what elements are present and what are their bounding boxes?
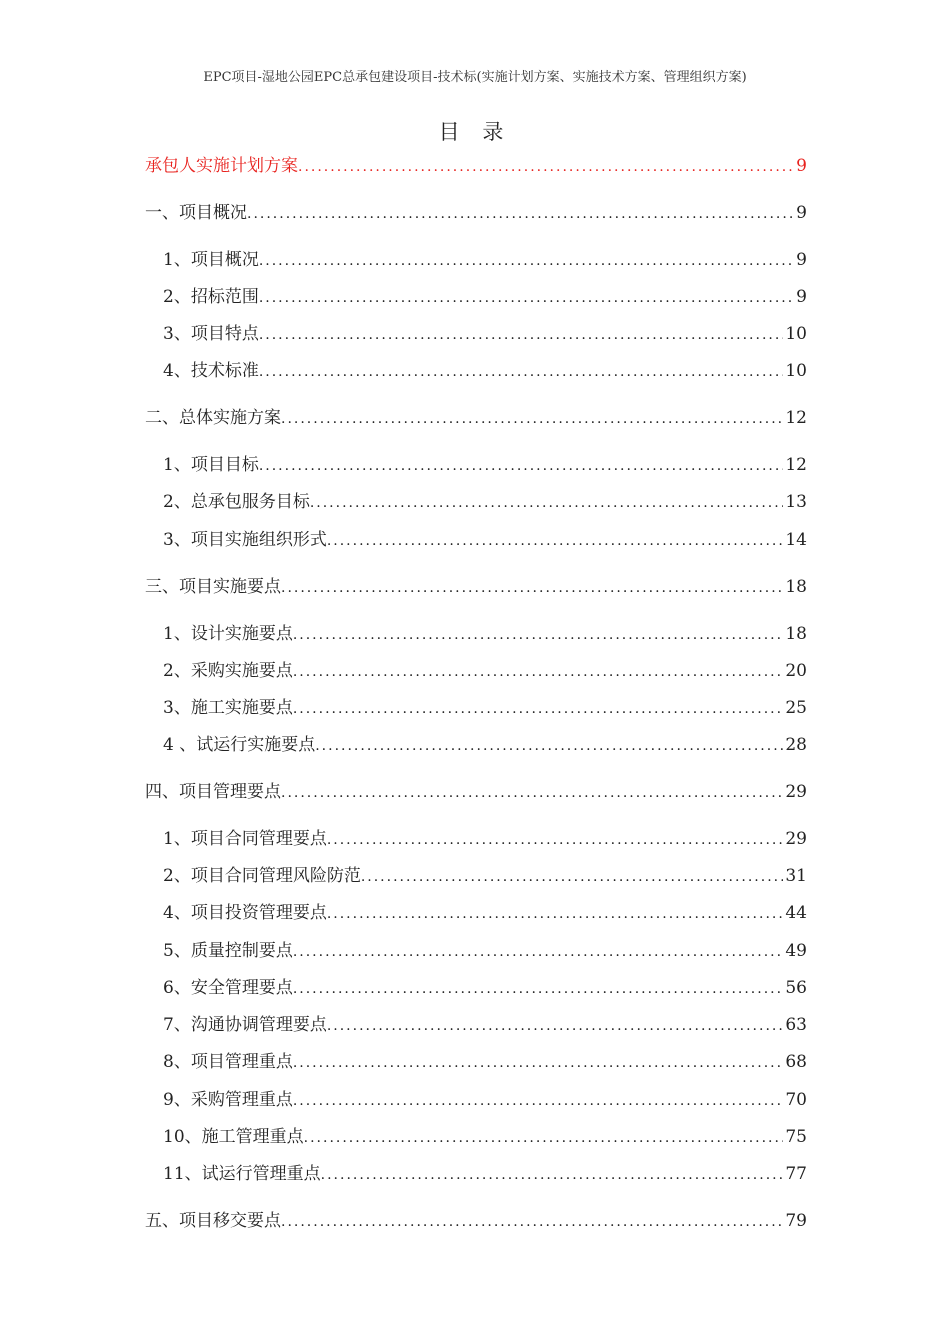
toc-label: 3、项目特点	[163, 324, 259, 344]
toc-leader	[293, 1051, 784, 1075]
toc-entry-section-5[interactable]	[145, 1209, 807, 1233]
toc-title: 目 录	[438, 120, 512, 144]
toc-page-number: 18	[785, 624, 807, 644]
toc-label: 4 、试运行实施要点	[163, 735, 316, 755]
toc-entry-section-2[interactable]	[145, 406, 807, 430]
toc-entry-section-4[interactable]	[145, 780, 807, 804]
toc-label: 9、采购管理重点	[163, 1090, 293, 1110]
toc-page-number: 12	[785, 455, 807, 475]
toc-label: 承包人实施计划方案	[145, 156, 298, 176]
toc-label: 3、施工实施要点	[163, 698, 293, 718]
toc-entry-3-4[interactable]	[163, 733, 807, 757]
toc-leader	[293, 1089, 784, 1113]
toc-page-number: 9	[796, 287, 807, 307]
toc-page-number: 29	[785, 829, 807, 849]
toc-leader	[293, 623, 784, 647]
toc-page-number: 25	[785, 698, 807, 718]
toc-leader	[259, 286, 794, 310]
toc-page-number: 70	[785, 1090, 807, 1110]
toc-entry-2-1[interactable]	[163, 453, 807, 477]
toc-page-number: 63	[785, 1015, 807, 1035]
toc-page-number: 20	[785, 661, 807, 681]
toc-page-number: 14	[785, 530, 807, 550]
page-header: EPC项目-湿地公园EPC总承包建设项目-技术标(实施计划方案、实施技术方案、管理组织方案)	[203, 70, 747, 85]
toc-label: 2、采购实施要点	[163, 661, 293, 681]
toc-page-number: 68	[785, 1052, 807, 1072]
toc-label: 10、施工管理重点	[163, 1127, 304, 1147]
toc-page-number: 79	[785, 1211, 807, 1231]
toc-entry-4-2[interactable]	[163, 864, 807, 888]
toc-entry-3-2[interactable]	[163, 659, 807, 683]
toc-entry-1-3[interactable]	[163, 322, 807, 346]
toc-page-number: 10	[785, 324, 807, 344]
toc-label: 三、项目实施要点	[145, 577, 281, 597]
toc-leader	[293, 940, 784, 964]
toc-page-number: 18	[785, 577, 807, 597]
toc-label: 四、项目管理要点	[145, 782, 281, 802]
toc-label: 4、项目投资管理要点	[163, 903, 327, 923]
toc-entry-section-1[interactable]	[145, 201, 807, 225]
toc-page-number: 56	[785, 978, 807, 998]
toc-leader	[247, 202, 794, 226]
toc-page-number: 13	[785, 492, 807, 512]
toc-leader	[281, 576, 783, 600]
toc-entry-3-3[interactable]	[163, 696, 807, 720]
toc-label: 3、项目实施组织形式	[163, 530, 327, 550]
toc-leader	[327, 902, 784, 926]
toc-page-number: 28	[785, 735, 807, 755]
toc-entry-1-4[interactable]	[163, 359, 807, 383]
toc-entry-2-3[interactable]	[163, 528, 807, 552]
toc-label: 二、总体实施方案	[145, 408, 281, 428]
toc-label: 5、质量控制要点	[163, 941, 293, 961]
toc-entry-4-10[interactable]	[163, 1125, 807, 1149]
toc-entry-2-2[interactable]	[163, 490, 807, 514]
toc-entry-1-1[interactable]	[163, 248, 807, 272]
toc-leader	[259, 249, 794, 273]
toc-leader	[259, 454, 784, 478]
toc-page-number: 9	[796, 250, 807, 270]
toc-label: 2、招标范围	[163, 287, 259, 307]
toc-entry-4-1[interactable]	[163, 827, 807, 851]
toc-entry-4-5[interactable]	[163, 939, 807, 963]
toc-label: 8、项目管理重点	[163, 1052, 293, 1072]
toc-leader	[293, 977, 784, 1001]
toc-label: 1、项目概况	[163, 250, 259, 270]
toc-label: 2、总承包服务目标	[163, 492, 310, 512]
toc-leader	[259, 360, 784, 384]
toc-leader	[298, 155, 794, 179]
toc-label: 1、项目目标	[163, 455, 259, 475]
toc-page-number: 9	[796, 203, 807, 223]
toc-entry-4-11[interactable]	[163, 1162, 807, 1186]
toc-label: 一、项目概况	[145, 203, 247, 223]
toc-page-number: 44	[785, 903, 807, 923]
toc-leader	[327, 529, 784, 553]
toc-page-number: 10	[785, 361, 807, 381]
toc-leader	[361, 865, 784, 889]
toc-entry-1-2[interactable]	[163, 285, 807, 309]
toc-entry-4-8[interactable]	[163, 1050, 807, 1074]
toc-leader	[293, 660, 784, 684]
toc-label: 2、项目合同管理风险防范	[163, 866, 361, 886]
toc-leader	[281, 407, 783, 431]
toc-entry-section-3[interactable]	[145, 575, 807, 599]
toc-leader	[281, 1210, 783, 1234]
toc-page-number: 31	[785, 866, 807, 886]
toc-label: 1、项目合同管理要点	[163, 829, 327, 849]
toc-entry-4-4[interactable]	[163, 901, 807, 925]
toc-label: 五、项目移交要点	[145, 1211, 281, 1231]
toc-entry-4-7[interactable]	[163, 1013, 807, 1037]
toc-entry-4-6[interactable]	[163, 976, 807, 1000]
toc-leader	[327, 1014, 784, 1038]
toc-leader	[293, 697, 784, 721]
toc-label: 6、安全管理要点	[163, 978, 293, 998]
toc-entry-4-9[interactable]	[163, 1088, 807, 1112]
toc-page-number: 29	[785, 782, 807, 802]
toc-page-number: 12	[785, 408, 807, 428]
toc-leader	[327, 828, 784, 852]
toc-page-number: 9	[796, 156, 807, 176]
toc-leader	[310, 491, 784, 515]
toc-label: 4、技术标准	[163, 361, 259, 381]
toc-page-number: 49	[785, 941, 807, 961]
toc-page-number: 77	[785, 1164, 807, 1184]
toc-leader	[315, 734, 783, 758]
toc-leader	[321, 1163, 784, 1187]
toc-label: 11、试运行管理重点	[163, 1164, 321, 1184]
toc-entry-3-1[interactable]	[163, 622, 807, 646]
toc-leader	[304, 1126, 784, 1150]
toc-leader	[259, 323, 784, 347]
toc-leader	[281, 781, 783, 805]
toc-label: 7、沟通协调管理要点	[163, 1015, 327, 1035]
toc-label: 1、设计实施要点	[163, 624, 293, 644]
toc-entry-contractor-plan[interactable]	[145, 154, 807, 178]
toc-page-number: 75	[785, 1127, 807, 1147]
